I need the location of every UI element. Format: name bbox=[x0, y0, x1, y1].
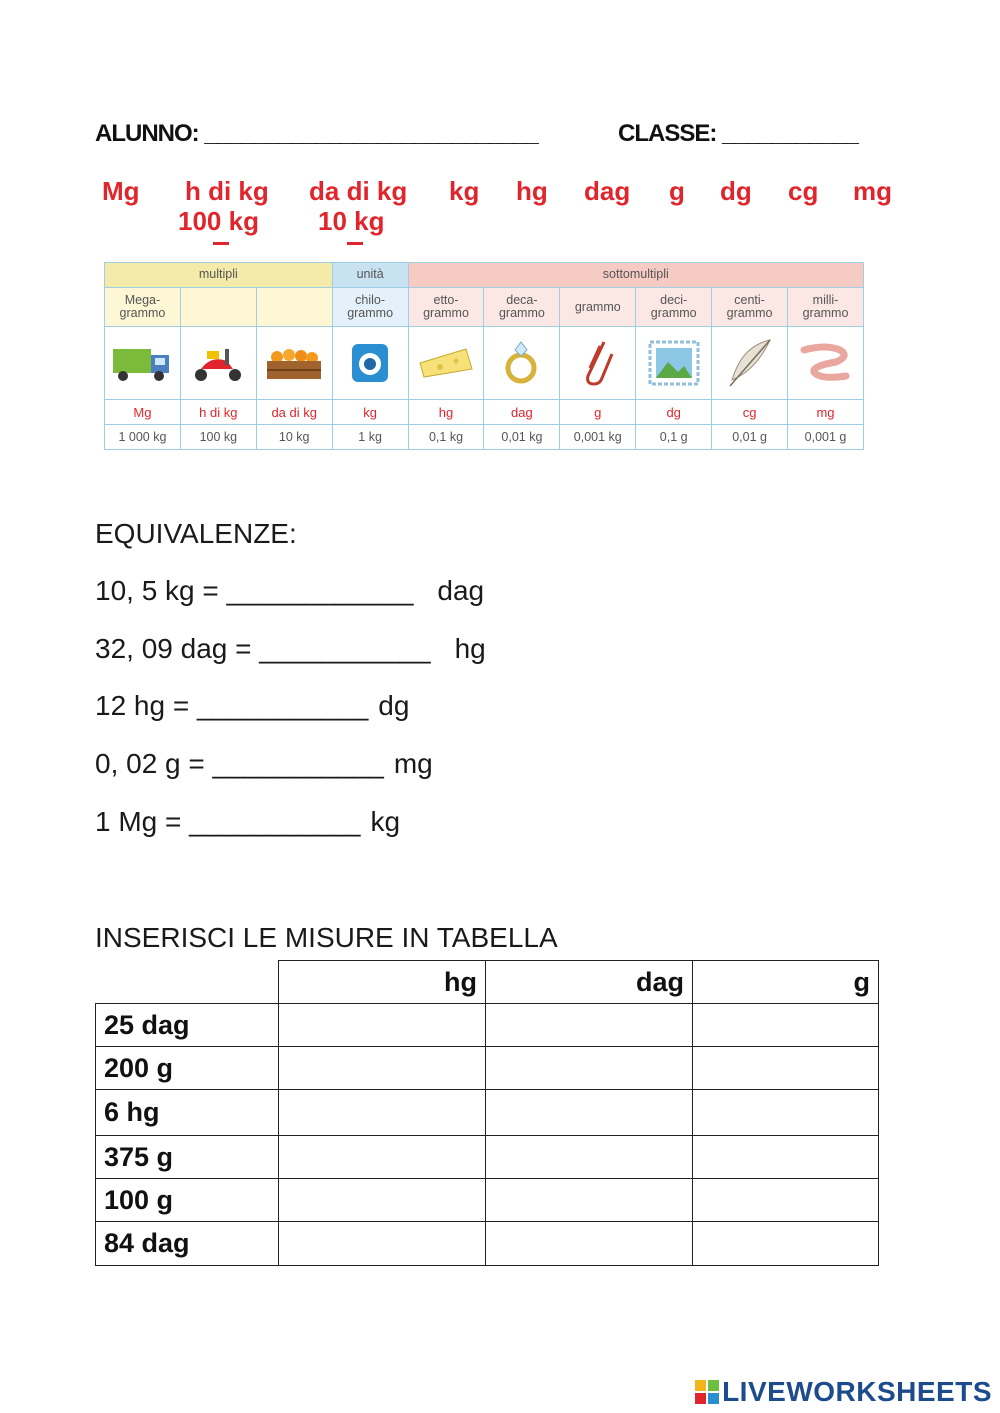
unit-hg: hg bbox=[516, 176, 548, 206]
name-centigrammo: centi- grammo bbox=[712, 287, 788, 326]
equivalences-title: EQUIVALENZE: bbox=[95, 518, 297, 549]
symbol-cell: g bbox=[560, 400, 636, 425]
stamp-icon bbox=[636, 327, 712, 400]
answer-cell[interactable] bbox=[279, 1047, 486, 1090]
watermark bbox=[694, 1376, 992, 1408]
answer-cell[interactable] bbox=[486, 1222, 693, 1266]
equivalence-row[interactable] bbox=[95, 748, 433, 780]
value-cell: 0,01 kg bbox=[484, 425, 560, 450]
equivalence-prompt[interactable]: 10, 5 kg = ____________ bbox=[95, 575, 414, 606]
symbol-cell: mg bbox=[788, 400, 864, 425]
symbol-cell: Mg bbox=[105, 400, 181, 425]
answer-cell[interactable] bbox=[279, 1004, 486, 1047]
class-field[interactable] bbox=[618, 120, 858, 148]
measures-table bbox=[95, 960, 879, 1266]
value-cell: 0,1 kg bbox=[408, 425, 484, 450]
name-empty bbox=[180, 287, 256, 326]
answer-cell[interactable] bbox=[279, 1090, 486, 1136]
student-label: ALUNNO: ___________________________ bbox=[95, 120, 538, 147]
cheese-icon bbox=[408, 327, 484, 400]
row-label: 25 dag bbox=[96, 1004, 279, 1047]
equivalence-prompt[interactable]: 0, 02 g = ___________ bbox=[95, 748, 384, 779]
measures-title: INSERISCI LE MISURE IN TABELLA bbox=[95, 922, 558, 953]
scooter-icon bbox=[180, 327, 256, 400]
symbol-cell: hg bbox=[408, 400, 484, 425]
unit-mg-large: Mg bbox=[102, 176, 140, 206]
watermark-text: LIVEWORKSHEETS bbox=[722, 1376, 992, 1407]
symbol-cell: da di kg bbox=[256, 400, 332, 425]
equivalence-unit: kg bbox=[370, 806, 401, 837]
answer-cell[interactable] bbox=[279, 1136, 486, 1179]
answer-cell[interactable] bbox=[693, 1047, 879, 1090]
row-label: 6 hg bbox=[96, 1090, 279, 1136]
answer-cell[interactable] bbox=[279, 1179, 486, 1222]
answer-cell[interactable] bbox=[693, 1222, 879, 1266]
name-grammo: grammo bbox=[560, 287, 636, 326]
truck-icon bbox=[105, 327, 181, 400]
value-cell: 0,1 g bbox=[636, 425, 712, 450]
ring-icon bbox=[484, 327, 560, 400]
name-decagrammo: deca- grammo bbox=[484, 287, 560, 326]
column-header-dag: dag bbox=[486, 961, 693, 1004]
name-chilogrammo: chilo- grammo bbox=[332, 287, 408, 326]
worm-icon bbox=[788, 327, 864, 400]
symbol-cell: kg bbox=[332, 400, 408, 425]
equivalence-unit: mg bbox=[393, 748, 433, 779]
answer-cell[interactable] bbox=[279, 1222, 486, 1266]
answer-cell[interactable] bbox=[486, 1047, 693, 1090]
unit-kg: kg bbox=[449, 176, 480, 206]
name-empty bbox=[256, 287, 332, 326]
value-cell: 100 kg bbox=[180, 425, 256, 450]
symbol-cell: dag bbox=[484, 400, 560, 425]
equivalence-prompt[interactable]: 1 Mg = ___________ bbox=[95, 806, 361, 837]
weight-icon bbox=[332, 327, 408, 400]
reference-table bbox=[104, 262, 864, 450]
feather-icon bbox=[712, 327, 788, 400]
unit-dag: dag bbox=[584, 176, 631, 206]
name-ettogrammo: etto- grammo bbox=[408, 287, 484, 326]
column-header-g: g bbox=[693, 961, 879, 1004]
answer-cell[interactable] bbox=[486, 1136, 693, 1179]
unit-cg: cg bbox=[788, 176, 819, 206]
answer-cell[interactable] bbox=[486, 1090, 693, 1136]
equivalence-unit: hg bbox=[454, 633, 486, 664]
name-decigrammo: deci- grammo bbox=[636, 287, 712, 326]
row-label: 375 g bbox=[96, 1136, 279, 1179]
unit-h-di-kg: h di kg bbox=[185, 176, 269, 206]
unit-da-di-kg: da di kg bbox=[309, 176, 408, 206]
unit-g: g bbox=[669, 176, 685, 206]
paperclip-icon bbox=[560, 327, 636, 400]
equivalence-unit: dag bbox=[437, 575, 485, 606]
equivalence-prompt[interactable]: 32, 09 dag = ___________ bbox=[95, 633, 431, 664]
column-header-hg: hg bbox=[279, 961, 486, 1004]
name-milligrammo: milli- grammo bbox=[788, 287, 864, 326]
corner-cell bbox=[96, 961, 279, 1004]
symbol-cell: cg bbox=[712, 400, 788, 425]
group-multipli: multipli bbox=[105, 263, 333, 288]
liveworksheets-logo-icon bbox=[694, 1379, 720, 1405]
class-label: CLASSE: ___________ bbox=[618, 120, 858, 147]
answer-cell[interactable] bbox=[693, 1136, 879, 1179]
row-label: 84 dag bbox=[96, 1222, 279, 1266]
symbol-cell: dg bbox=[636, 400, 712, 425]
equivalence-row[interactable] bbox=[95, 806, 400, 838]
sub-label-10kg: 10 kg bbox=[318, 206, 385, 236]
equivalence-row[interactable] bbox=[95, 690, 409, 722]
equivalence-unit: dg bbox=[378, 690, 410, 721]
value-cell: 0,001 kg bbox=[560, 425, 636, 450]
name-megagrammo: Mega- grammo bbox=[105, 287, 181, 326]
dash-mark bbox=[213, 242, 229, 245]
equivalence-row[interactable] bbox=[95, 633, 486, 665]
answer-cell[interactable] bbox=[486, 1179, 693, 1222]
answer-cell[interactable] bbox=[486, 1004, 693, 1047]
value-cell: 1 000 kg bbox=[105, 425, 181, 450]
group-sottomultipli: sottomultipli bbox=[408, 263, 863, 288]
answer-cell[interactable] bbox=[693, 1090, 879, 1136]
value-cell: 10 kg bbox=[256, 425, 332, 450]
symbol-cell: h di kg bbox=[180, 400, 256, 425]
row-label: 100 g bbox=[96, 1179, 279, 1222]
student-name-field[interactable] bbox=[95, 120, 538, 148]
unit-mg-small: mg bbox=[853, 176, 892, 206]
crate-icon bbox=[256, 327, 332, 400]
value-cell: 0,01 g bbox=[712, 425, 788, 450]
group-unita: unità bbox=[332, 263, 408, 288]
answer-cell[interactable] bbox=[693, 1004, 879, 1047]
unit-dg: dg bbox=[720, 176, 752, 206]
equivalence-prompt[interactable]: 12 hg = ___________ bbox=[95, 690, 369, 721]
dash-mark bbox=[347, 242, 363, 245]
value-cell: 0,001 g bbox=[788, 425, 864, 450]
row-label: 200 g bbox=[96, 1047, 279, 1090]
sub-label-100kg: 100 kg bbox=[178, 206, 259, 236]
answer-cell[interactable] bbox=[693, 1179, 879, 1222]
value-cell: 1 kg bbox=[332, 425, 408, 450]
equivalence-row[interactable] bbox=[95, 575, 484, 607]
